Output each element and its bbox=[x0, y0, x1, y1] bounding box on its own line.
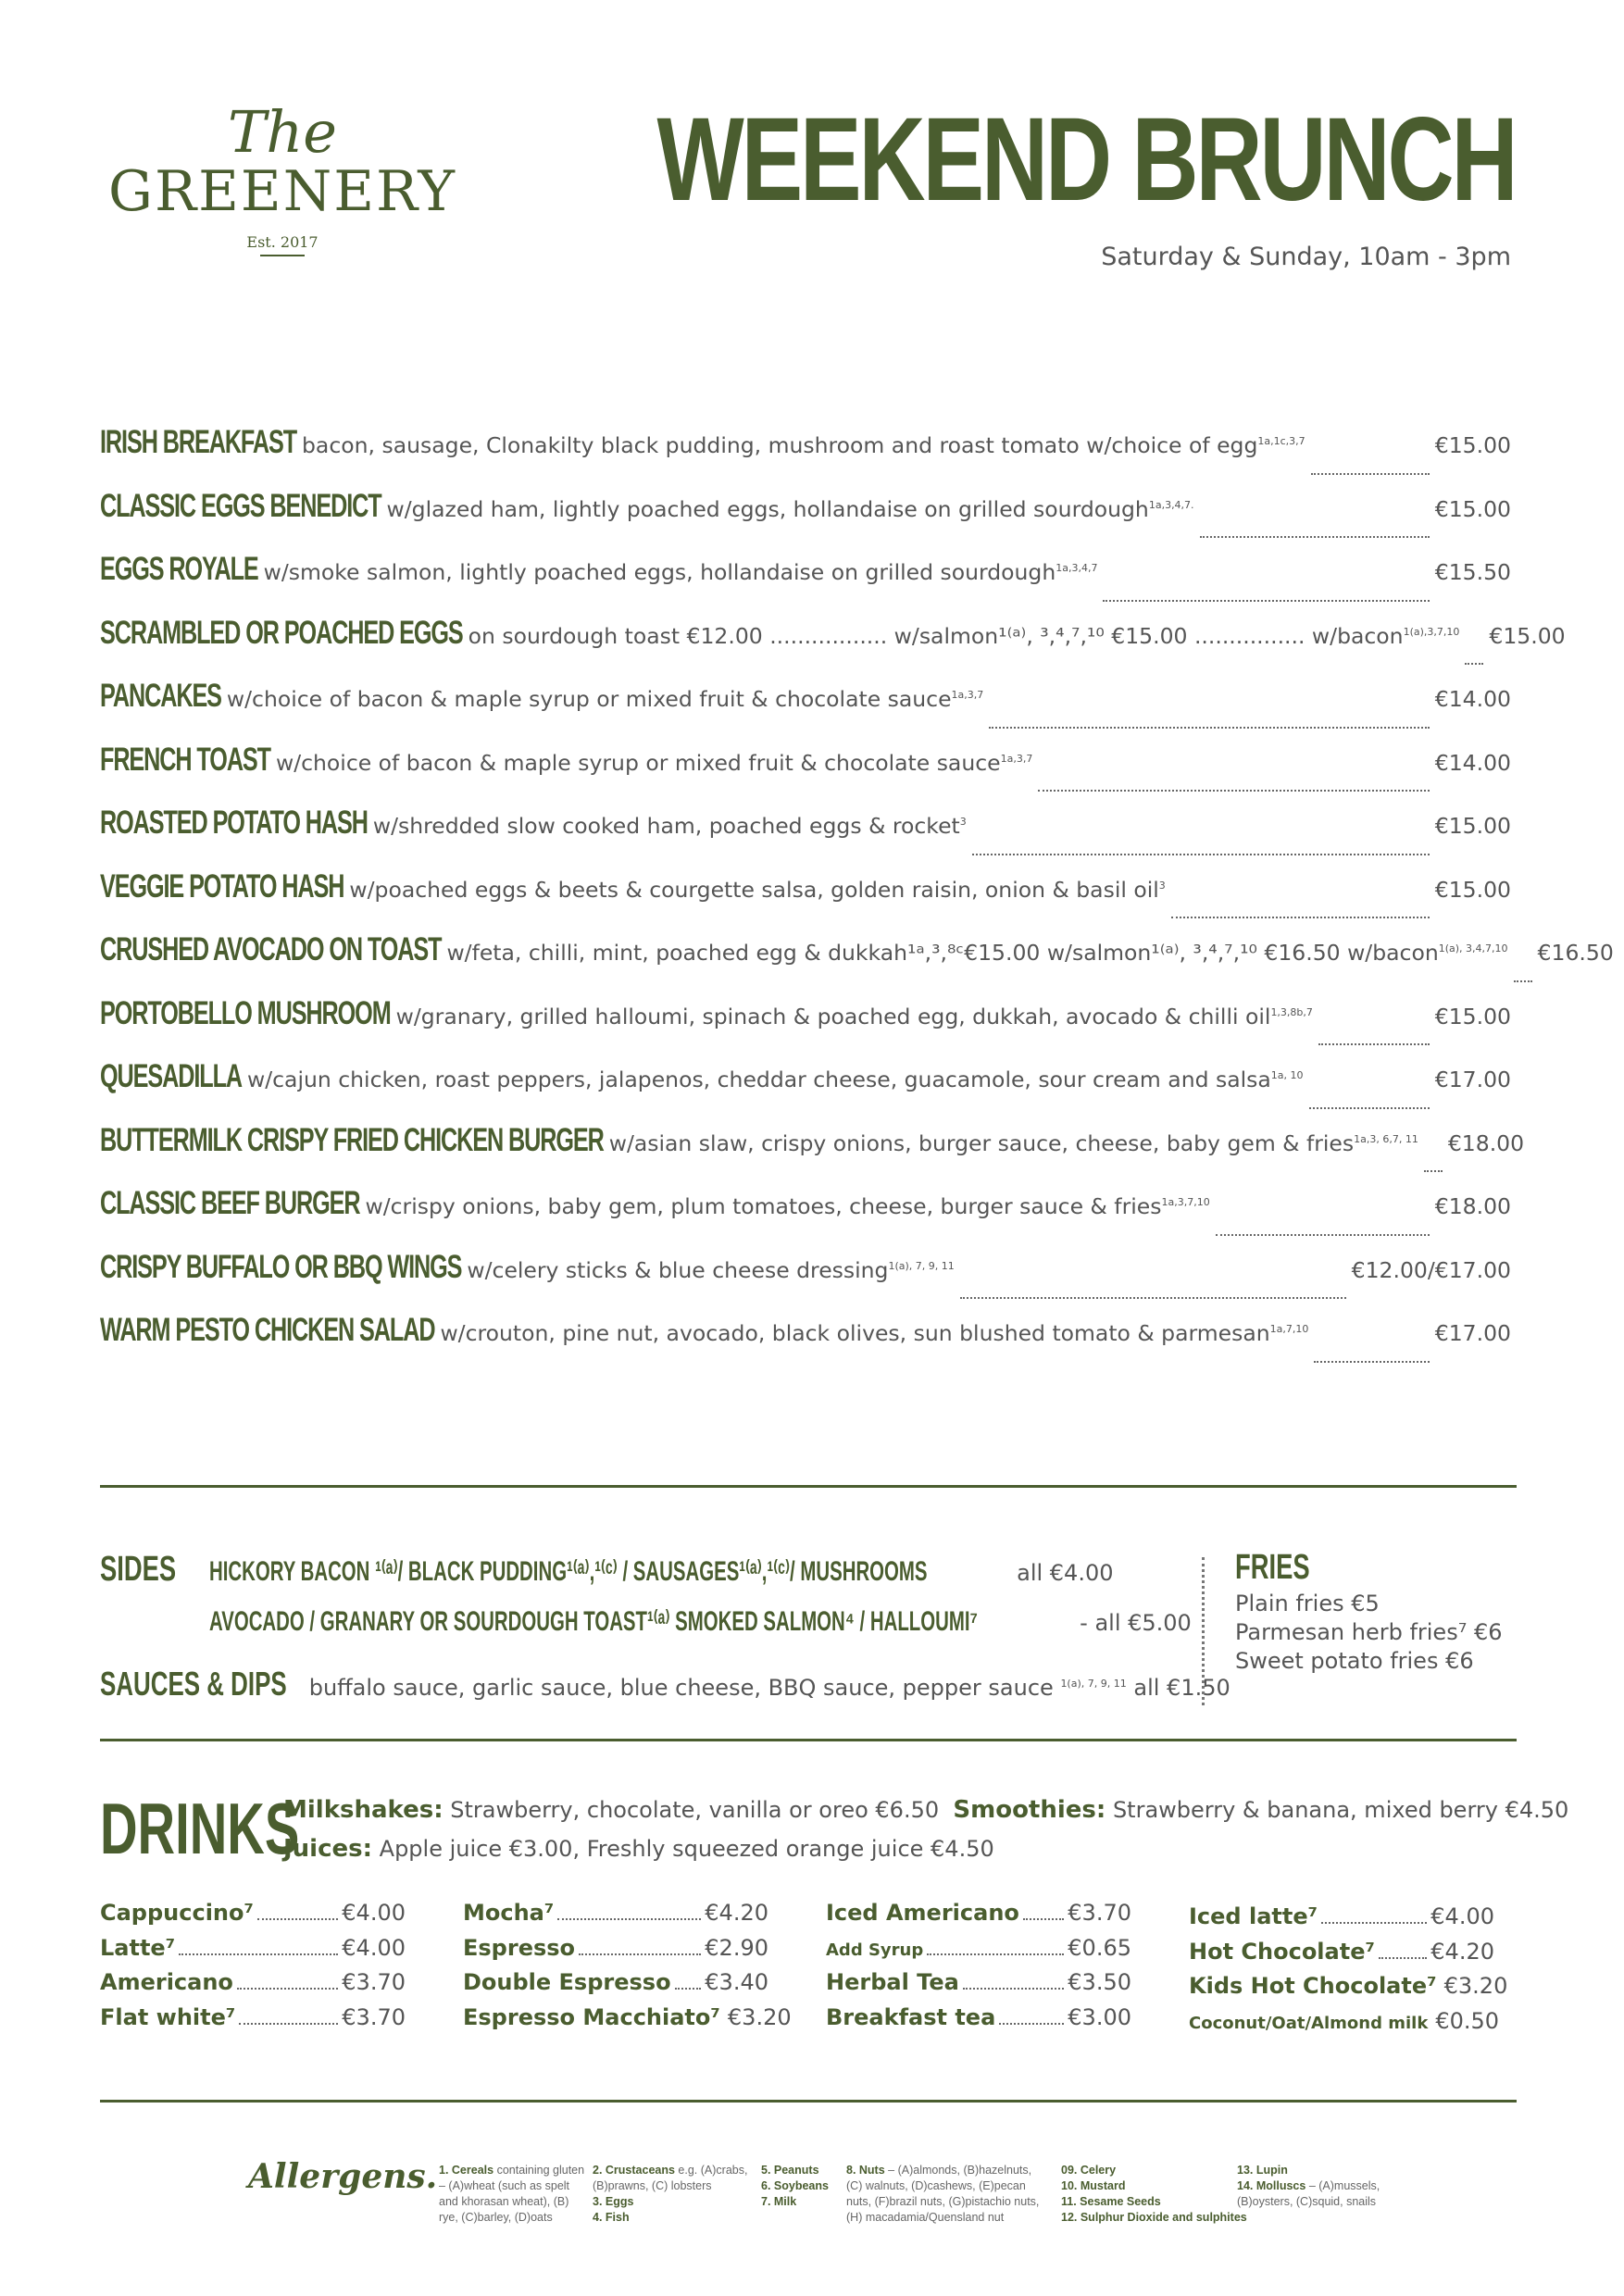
menu-item-price: €15.00 bbox=[1434, 495, 1511, 522]
drink-item bbox=[100, 1900, 406, 1935]
drink-leader bbox=[237, 1988, 338, 1990]
menu-item-name: CRUSHED AVOCADO ON TOAST bbox=[100, 931, 442, 967]
menu-item-leader bbox=[1171, 917, 1430, 918]
divider-middle bbox=[100, 1739, 1517, 1741]
drink-item bbox=[100, 2004, 406, 2040]
divider-top bbox=[100, 1485, 1517, 1488]
menu-item-price: €12.00/€17.00 bbox=[1351, 1256, 1511, 1283]
drink-price: €3.40 bbox=[705, 1969, 768, 1995]
allergen-soybeans: 6. Soybeans bbox=[761, 2179, 829, 2192]
drink-price: €3.50 bbox=[1068, 1969, 1131, 1995]
drink-price: €3.20 bbox=[727, 2003, 792, 2030]
menu-item-desc: w/feta, chilli, mint, poached egg & dukkah¹ᵃ,³,⁸ᶜ€15.00 w/salmon¹⁽ᵃ⁾, ³,⁴,⁷,¹⁰ €16.50 w/bacon$^{1(a), 3,4,7,10}$ bbox=[446, 940, 1508, 966]
menu-item bbox=[100, 1312, 1511, 1376]
drink-price: €4.20 bbox=[1430, 1938, 1494, 1965]
juices-label: Juices: bbox=[283, 1835, 373, 1863]
drink-leader bbox=[1379, 1957, 1427, 1959]
menu-item-name: CLASSIC BEEF BURGER bbox=[100, 1185, 360, 1221]
fries-item: Parmesan herb fries⁷ €6 bbox=[1235, 1619, 1503, 1645]
allergen-sulphites: 12. Sulphur Dioxide and sulphites bbox=[1061, 2211, 1247, 2224]
page-subtitle: Saturday & Sunday, 10am - 3pm bbox=[1101, 243, 1511, 271]
menu-item-leader bbox=[1314, 1361, 1429, 1363]
drink-name: Flat white⁷ bbox=[100, 2003, 236, 2030]
menu-item-leader bbox=[1424, 1170, 1443, 1172]
menu-item-allergens: 1a,3,7 bbox=[1000, 752, 1033, 765]
menu-item-desc: w/crouton, pine nut, avocado, black olives, sun blushed tomato & parmesan$^{1a,7,10}$ bbox=[440, 1320, 1309, 1346]
menu-item-leader bbox=[1200, 536, 1430, 538]
menu-item-name: ROASTED POTATO HASH bbox=[100, 805, 368, 841]
menu-item-name: IRISH BREAKFAST bbox=[100, 424, 297, 460]
milkshakes-label: Milkshakes: bbox=[283, 1796, 443, 1824]
menu-item-name: QUESADILLA bbox=[100, 1058, 242, 1094]
drink-item bbox=[100, 1969, 406, 2004]
menu-item-leader bbox=[1309, 1107, 1430, 1109]
menu-item-price: €17.00 bbox=[1434, 1067, 1511, 1092]
menu-item-allergens: 1a,3,4,7 bbox=[1056, 562, 1098, 575]
menu-item-desc: on sourdough toast €12.00 ................. w/salmon¹⁽ᵃ⁾, ³,⁴,⁷,¹⁰ €15.00 ................ w/bacon$^{1(a),3,7,10}$ bbox=[468, 622, 1460, 649]
sides-line-2-items: AVOCADO / GRANARY OR SOURDOUGH TOAST¹⁽ᵃ⁾ SMOKED SALMON⁴ / HALLOUMI⁷ bbox=[209, 1606, 978, 1637]
allergen-head: 14. Molluscs bbox=[1237, 2179, 1306, 2192]
menu-item-desc: w/celery sticks & blue cheese dressing$^{1(a), 7, 9, 11}$ bbox=[467, 1256, 955, 1283]
drink-name: Double Espresso bbox=[463, 1969, 671, 1995]
drink-leader bbox=[557, 1918, 701, 1920]
menu-item-allergens: 1a,3,7 bbox=[951, 689, 984, 702]
menu-item-allergens: 1a,3,4,7. bbox=[1148, 498, 1194, 511]
sauces-desc: buffalo sauce, garlic sauce, blue cheese, BBQ sauce, pepper sauce bbox=[308, 1675, 1054, 1701]
menu-item-desc: w/smoke salmon, lightly poached eggs, hollandaise on grilled sourdough$^{1a,3,4,7}$ bbox=[263, 559, 1098, 585]
drink-item bbox=[463, 1935, 768, 1970]
menu-item-allergens: 1a,7,10 bbox=[1269, 1323, 1309, 1336]
allergen-milk: 7. Milk bbox=[761, 2195, 797, 2208]
drink-name: Iced Americano bbox=[826, 1900, 1019, 1926]
allergen-cereals bbox=[439, 2163, 587, 2226]
allergen-peanuts: 5. Peanuts bbox=[761, 2164, 819, 2177]
drinks-title: DRINKS bbox=[100, 1788, 300, 1869]
menu-item-price: €15.00 bbox=[1489, 622, 1566, 649]
allergen-text: containing gluten – (A)wheat (such as spelt and khorasan wheat), (B) rye, (C)barley, (D)oats bbox=[439, 2164, 585, 2224]
menu-item-leader bbox=[1311, 473, 1430, 475]
drink-price: €4.00 bbox=[342, 1934, 406, 1961]
menu-item-allergens: 1,3,8b,7 bbox=[1270, 1005, 1313, 1018]
allergen-fish: 4. Fish bbox=[593, 2211, 630, 2224]
allergen-text: e.g. (A)crabs, (B)prawns, (C) lobsters bbox=[593, 2164, 748, 2192]
drink-item bbox=[100, 1935, 406, 1970]
drink-item bbox=[1189, 1903, 1494, 1939]
drink-item bbox=[1189, 1939, 1494, 1974]
sides-line-2-price: - all €5.00 bbox=[1080, 1610, 1192, 1636]
logo-the: The bbox=[228, 98, 337, 166]
allergen-text: – (A)mussels, (B)oysters, (C)squid, snails bbox=[1237, 2179, 1380, 2208]
sides-line-1-price: all €4.00 bbox=[1017, 1560, 1114, 1586]
drink-name: Herbal Tea bbox=[826, 1969, 959, 1995]
menu-item bbox=[100, 1249, 1511, 1313]
drinks-column-2 bbox=[463, 1900, 792, 2039]
menu-item-name: WARM PESTO CHICKEN SALAD bbox=[100, 1312, 435, 1348]
drink-item bbox=[826, 1900, 1131, 1935]
smoothies-text: Strawberry & banana, mixed berry €4.50 bbox=[1112, 1797, 1569, 1823]
fries-section bbox=[1235, 1548, 1503, 1676]
allergens-title: Allergens. bbox=[248, 2157, 438, 2196]
drink-price: €2.90 bbox=[705, 1934, 768, 1961]
drinks-column-4 bbox=[1189, 1903, 1508, 2042]
menu-item-name: PORTOBELLO MUSHROOM bbox=[100, 994, 391, 1031]
menu-item-price: €14.00 bbox=[1434, 686, 1511, 712]
allergen-crustaceans bbox=[593, 2163, 750, 2226]
drinks-column-3 bbox=[826, 1900, 1131, 2039]
menu-item-price: €17.00 bbox=[1434, 1320, 1511, 1346]
drink-name: Espresso Macchiato⁷ bbox=[463, 2003, 720, 2030]
menu-item-allergens: 1a, 10 bbox=[1270, 1069, 1304, 1082]
logo bbox=[93, 98, 472, 256]
menu-item-allergens: 3 bbox=[1158, 879, 1166, 892]
allergen-eggs: 3. Eggs bbox=[593, 2195, 634, 2208]
drink-name: Americano bbox=[100, 1969, 233, 1995]
menu-item-name: PANCAKES bbox=[100, 678, 221, 714]
menu-item bbox=[100, 995, 1511, 1059]
allergen-head: 8. Nuts bbox=[846, 2164, 885, 2177]
drink-name: Iced latte⁷ bbox=[1189, 1903, 1318, 1929]
drink-leader bbox=[1321, 1922, 1427, 1924]
sides-line-1 bbox=[209, 1555, 1114, 1588]
menu-item-desc: w/shredded slow cooked ham, poached eggs & rocket$^3$ bbox=[372, 813, 967, 839]
drink-price: €0.50 bbox=[1435, 2007, 1500, 2034]
drink-name: Hot Chocolate⁷ bbox=[1189, 1938, 1375, 1965]
menu-item bbox=[100, 551, 1511, 615]
menu-item bbox=[100, 488, 1511, 552]
menu-item-leader bbox=[1216, 1234, 1430, 1236]
drink-price: €3.00 bbox=[1068, 2003, 1131, 2030]
fries-item: Plain fries €5 bbox=[1235, 1591, 1380, 1616]
drink-name: Coconut/Oat/Almond milk bbox=[1189, 2013, 1429, 2033]
menu-item-price: €15.00 bbox=[1434, 432, 1511, 458]
fries-title: FRIES bbox=[1235, 1548, 1310, 1587]
menu-item-name: VEGGIE POTATO HASH bbox=[100, 867, 344, 905]
drinks-line-2 bbox=[283, 1835, 994, 1863]
menu-item-name: BUTTERMILK CRISPY FRIED CHICKEN BURGER bbox=[100, 1121, 604, 1158]
menu-item bbox=[100, 424, 1511, 488]
menu-item-price: €15.50 bbox=[1434, 559, 1511, 585]
divider-bottom bbox=[100, 2100, 1517, 2103]
allergen-sesame: 11. Sesame Seeds bbox=[1061, 2195, 1161, 2208]
drink-item bbox=[463, 1900, 768, 1935]
drink-price: €4.20 bbox=[705, 1900, 768, 1926]
menu-item bbox=[100, 1121, 1525, 1186]
menu-item-leader bbox=[1514, 980, 1532, 982]
sauces-price: all €1.50 bbox=[1133, 1675, 1230, 1701]
drink-item bbox=[1189, 1973, 1508, 2008]
menu-item-name: EGGS ROYALE bbox=[100, 551, 258, 587]
drink-price: €3.70 bbox=[342, 1969, 406, 1995]
menu-item-leader bbox=[1318, 1043, 1430, 1045]
menu-item-allergens: 3 bbox=[959, 816, 967, 829]
sides-line-2 bbox=[209, 1605, 1192, 1638]
menu-item bbox=[100, 614, 1566, 679]
menu-list bbox=[100, 424, 1614, 1376]
drinks-column-1 bbox=[100, 1900, 406, 2039]
drink-price: €3.20 bbox=[1443, 1973, 1508, 1999]
menu-item bbox=[100, 678, 1511, 742]
juices-text: Apple juice €3.00, Freshly squeezed orange juice €4.50 bbox=[379, 1836, 994, 1862]
menu-item bbox=[100, 868, 1511, 932]
smoothies-label: Smoothies: bbox=[953, 1796, 1106, 1824]
menu-item-price: €16.50 bbox=[1537, 940, 1614, 966]
drink-name: Breakfast tea bbox=[826, 2003, 996, 2030]
menu-item-price: €15.00 bbox=[1434, 813, 1511, 839]
drink-item bbox=[1189, 2007, 1500, 2043]
drink-item bbox=[826, 2004, 1131, 2040]
allergen-col-3 bbox=[761, 2163, 844, 2210]
menu-item-price: €15.00 bbox=[1434, 876, 1511, 903]
drink-price: €3.70 bbox=[342, 2003, 406, 2030]
menu-item-allergens: 1a,3, 6,7, 11 bbox=[1354, 1132, 1418, 1145]
sides-title: SIDES bbox=[100, 1550, 177, 1589]
menu-item-leader bbox=[1038, 790, 1429, 792]
menu-item-name: CLASSIC EGGS BENEDICT bbox=[100, 487, 381, 524]
drink-price: €0.65 bbox=[1068, 1934, 1131, 1961]
menu-item-price: €14.00 bbox=[1434, 749, 1511, 776]
menu-item-desc: w/crispy onions, baby gem, plum tomatoes, cheese, burger sauce & fries$^{1a,3,7,10}$ bbox=[365, 1193, 1210, 1219]
menu-item-allergens: 1(a), 3,4,7,10 bbox=[1438, 942, 1508, 955]
sauces-allergens: 1(a), 7, 9, 11 bbox=[1060, 1678, 1127, 1690]
allergen-mustard: 10. Mustard bbox=[1061, 2179, 1126, 2192]
fries-item: Sweet potato fries €6 bbox=[1235, 1648, 1474, 1674]
drink-name: Mocha⁷ bbox=[463, 1900, 555, 1926]
drink-name: Kids Hot Chocolate⁷ bbox=[1189, 1973, 1437, 1999]
menu-item-desc: w/poached eggs & beets & courgette salsa, golden raisin, onion & basil oil$^3$ bbox=[349, 876, 1166, 903]
drink-leader bbox=[239, 2023, 338, 2025]
menu-item-name: FRENCH TOAST bbox=[100, 741, 270, 778]
menu-item-leader bbox=[989, 727, 1429, 729]
drink-leader bbox=[675, 1988, 702, 1990]
menu-item-allergens: 1(a),3,7,10 bbox=[1403, 625, 1460, 638]
menu-item bbox=[100, 805, 1511, 868]
sides-line-1-items: HICKORY BACON ¹⁽ᵃ⁾/ BLACK PUDDING¹⁽ᵃ⁾,¹⁽ᶜ⁾ / SAUSAGES¹⁽ᵃ⁾,¹⁽ᶜ⁾/ MUSHROOMS bbox=[209, 1556, 928, 1587]
menu-item bbox=[100, 1185, 1511, 1249]
allergen-head: 1. Cereals bbox=[439, 2164, 494, 2177]
logo-name: GREENERY bbox=[108, 159, 456, 224]
menu-item-leader bbox=[1465, 663, 1483, 665]
drink-name: Latte⁷ bbox=[100, 1934, 176, 1961]
allergen-nuts bbox=[846, 2163, 1045, 2226]
allergen-text: – (A)almonds, (B)hazelnuts, (C) walnuts, (D)cashews, (E)pecan nuts, (F)brazil nuts, (G)pistachio nuts, (H) macadamia/Quensland nut bbox=[846, 2164, 1040, 2224]
menu-item-leader bbox=[972, 854, 1430, 855]
drink-item bbox=[826, 1969, 1131, 2004]
drink-name: Espresso bbox=[463, 1934, 576, 1961]
allergen-head: 2. Crustaceans bbox=[593, 2164, 675, 2177]
menu-item-leader bbox=[1103, 600, 1429, 602]
milkshakes-text: Strawberry, chocolate, vanilla or oreo €6.50 bbox=[450, 1797, 940, 1823]
menu-item-allergens: 1(a), 7, 9, 11 bbox=[888, 1259, 955, 1272]
sauces-line bbox=[100, 1665, 1230, 1703]
drink-price: €4.00 bbox=[342, 1900, 406, 1926]
drink-leader bbox=[1023, 1918, 1064, 1920]
drink-item bbox=[463, 2003, 792, 2040]
drink-price: €4.00 bbox=[1430, 1903, 1494, 1929]
drink-item bbox=[826, 1935, 1131, 1970]
drink-item bbox=[463, 1969, 768, 2004]
menu-item-desc: w/asian slaw, crispy onions, burger sauce, cheese, baby gem & fries$^{1a,3, 6,7, 11}$ bbox=[608, 1129, 1418, 1156]
drink-leader bbox=[927, 1953, 1064, 1955]
drink-leader bbox=[963, 1988, 1064, 1990]
menu-item bbox=[100, 742, 1511, 805]
page-title: WEEKEND BRUNCH bbox=[656, 94, 1515, 226]
menu-item-name: CRISPY BUFFALO OR BBQ WINGS bbox=[100, 1248, 462, 1285]
menu-item-price: €18.00 bbox=[1434, 1193, 1511, 1219]
menu-item-leader bbox=[960, 1297, 1346, 1299]
menu-item-desc: bacon, sausage, Clonakilty black pudding, mushroom and roast tomato w/choice of egg$^{1a,1c,3,7}$ bbox=[302, 432, 1305, 458]
drink-name: Add Syrup bbox=[826, 1940, 924, 1960]
logo-est: Est. 2017 bbox=[246, 233, 319, 251]
menu-item bbox=[100, 931, 1614, 995]
menu-item-desc: w/choice of bacon & maple syrup or mixed fruit & chocolate sauce$^{1a,3,7}$ bbox=[226, 686, 984, 712]
allergen-celery: 09. Celery bbox=[1061, 2164, 1117, 2177]
menu-item-allergens: 1a,3,7,10 bbox=[1161, 1196, 1210, 1209]
menu-item-name: SCRAMBLED OR POACHED EGGS bbox=[100, 614, 463, 651]
allergen-col-6 bbox=[1237, 2163, 1404, 2210]
drinks-line-1 bbox=[283, 1796, 1568, 1824]
drink-leader bbox=[179, 1953, 338, 1955]
drink-price: €3.70 bbox=[1068, 1900, 1131, 1926]
menu-item-desc: w/cajun chicken, roast peppers, jalapenos, cheddar cheese, guacamole, sour cream and salsa$^{1a, 10}$ bbox=[247, 1067, 1304, 1092]
drink-leader bbox=[999, 2023, 1064, 2025]
menu-item-desc: w/choice of bacon & maple syrup or mixed fruit & chocolate sauce$^{1a,3,7}$ bbox=[275, 749, 1033, 776]
sides-divider bbox=[1202, 1557, 1205, 1705]
drink-leader bbox=[257, 1918, 338, 1920]
menu-item-allergens: 1a,1c,3,7 bbox=[1257, 435, 1305, 448]
menu-item-desc: w/granary, grilled halloumi, spinach & poached egg, dukkah, avocado & chilli oil$^{1,3,8b,7}$ bbox=[395, 1003, 1313, 1029]
menu-item-desc: w/glazed ham, lightly poached eggs, hollandaise on grilled sourdough$^{1a,3,4,7.}$ bbox=[386, 495, 1194, 522]
drink-leader bbox=[579, 1953, 701, 1955]
menu-item-price: €18.00 bbox=[1447, 1129, 1525, 1156]
menu-item bbox=[100, 1058, 1511, 1122]
sauces-title: SAUCES & DIPS bbox=[100, 1665, 287, 1703]
drink-name: Cappuccino⁷ bbox=[100, 1900, 255, 1926]
menu-item-price: €15.00 bbox=[1434, 1003, 1511, 1029]
logo-underline bbox=[260, 255, 305, 256]
allergen-lupin: 13. Lupin bbox=[1237, 2164, 1288, 2177]
